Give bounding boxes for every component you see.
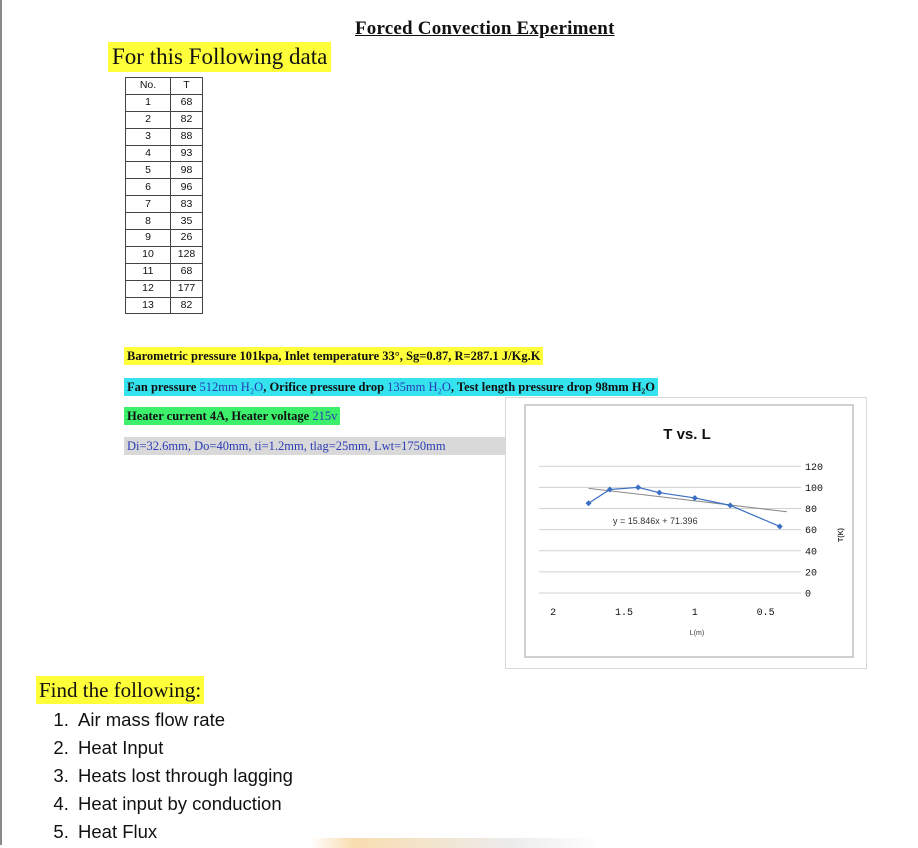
cell-no: 9 (126, 230, 171, 247)
condition-line-heater (124, 407, 340, 425)
y-tick-label: 0 (805, 589, 812, 601)
cell-no: 10 (126, 246, 171, 263)
condition-line-barometric (124, 347, 543, 365)
column-header-no: No. (126, 78, 171, 95)
question-item: 3. Heats lost through lagging (74, 762, 293, 790)
y-tick-label: 20 (805, 568, 818, 580)
cell-temperature: 83 (171, 196, 203, 213)
condition-text: , Orifice pressure drop (263, 380, 388, 394)
cell-temperature: 82 (171, 111, 203, 128)
cell-no: 8 (126, 213, 171, 230)
cell-temperature: 35 (171, 213, 203, 230)
cell-no: 6 (126, 179, 171, 196)
x-tick-label: 0.5 (756, 608, 775, 619)
cell-no: 12 (126, 280, 171, 297)
cell-no: 7 (126, 196, 171, 213)
condition-text: Di=32.6mm, Do=40mm, ti=1.2mm, tlag=25mm, Lwt=1750mm (127, 439, 446, 453)
table-row (126, 128, 203, 145)
table-row (126, 263, 203, 280)
condition-line-pressures (124, 378, 658, 396)
table-header-row (126, 78, 203, 95)
cell-temperature: 93 (171, 145, 203, 162)
cell-no: 3 (126, 128, 171, 145)
y-tick-label: 60 (805, 526, 818, 538)
cell-no: 4 (126, 145, 171, 162)
table-row (126, 297, 203, 314)
question-item: 5. Heat Flux (74, 818, 293, 846)
table-row (126, 94, 203, 111)
page-left-border (0, 0, 2, 845)
y-tick-label: 40 (805, 547, 818, 559)
cell-temperature: 96 (171, 179, 203, 196)
table-row (126, 196, 203, 213)
question-list (40, 706, 293, 846)
condition-text: Barometric pressure 101kpa, Inlet temperature 33°, Sg=0.87, R=287.1 J/Kg.K (127, 349, 541, 363)
cell-temperature: 177 (171, 280, 203, 297)
data-table (125, 77, 203, 314)
cell-no: 2 (126, 111, 171, 128)
cell-temperature: 88 (171, 128, 203, 145)
find-heading: Find the following: (36, 676, 204, 704)
condition-value: 135mm H₂O (387, 380, 451, 394)
question-item: 4. Heat input by conduction (74, 790, 293, 818)
bottom-smudge (310, 838, 600, 848)
y-tick-label: 120 (805, 462, 824, 474)
x-tick-label: 2 (550, 608, 557, 619)
x-tick-label: 1 (691, 608, 698, 619)
table-row (126, 179, 203, 196)
cell-no: 11 (126, 263, 171, 280)
question-item: 1. Air mass flow rate (74, 706, 293, 734)
cell-no: 1 (126, 94, 171, 111)
condition-line-dimensions (124, 437, 505, 455)
cell-no: 5 (126, 162, 171, 179)
y-tick-label: 100 (805, 483, 824, 495)
column-header-t: T (171, 78, 203, 95)
condition-text: Heater current 4A, Heater voltage (127, 409, 313, 423)
table-row (126, 246, 203, 263)
table-row (126, 145, 203, 162)
cell-temperature: 68 (171, 263, 203, 280)
trendline-equation: y = 15.846x + 71.396 (613, 516, 698, 526)
condition-value: 512mm H₂O (199, 380, 264, 394)
intro-heading: For this Following data (108, 42, 331, 72)
y-tick-label: 80 (805, 505, 818, 517)
question-item: 2. Heat Input (74, 734, 293, 762)
cell-temperature: 82 (171, 297, 203, 314)
condition-value: 215v (312, 409, 338, 423)
x-axis-label: L(m) (689, 630, 705, 637)
document-title: Forced Convection Experiment (355, 18, 615, 39)
chart-title: T vs. L (663, 426, 711, 443)
table-row (126, 230, 203, 247)
table-row (126, 280, 203, 297)
cell-temperature: 98 (171, 162, 203, 179)
condition-text: Fan pressure (127, 380, 200, 394)
cell-temperature: 68 (171, 94, 203, 111)
condition-text: , Test length pressure drop 98mm H₂O (450, 380, 656, 394)
t-vs-l-chart (505, 397, 867, 669)
y-axis-label: T(K) (838, 528, 845, 542)
cell-no: 13 (126, 297, 171, 314)
cell-temperature: 128 (171, 246, 203, 263)
table-row (126, 162, 203, 179)
table-row (126, 213, 203, 230)
cell-temperature: 26 (171, 230, 203, 247)
table-row (126, 111, 203, 128)
x-tick-label: 1.5 (614, 608, 633, 619)
